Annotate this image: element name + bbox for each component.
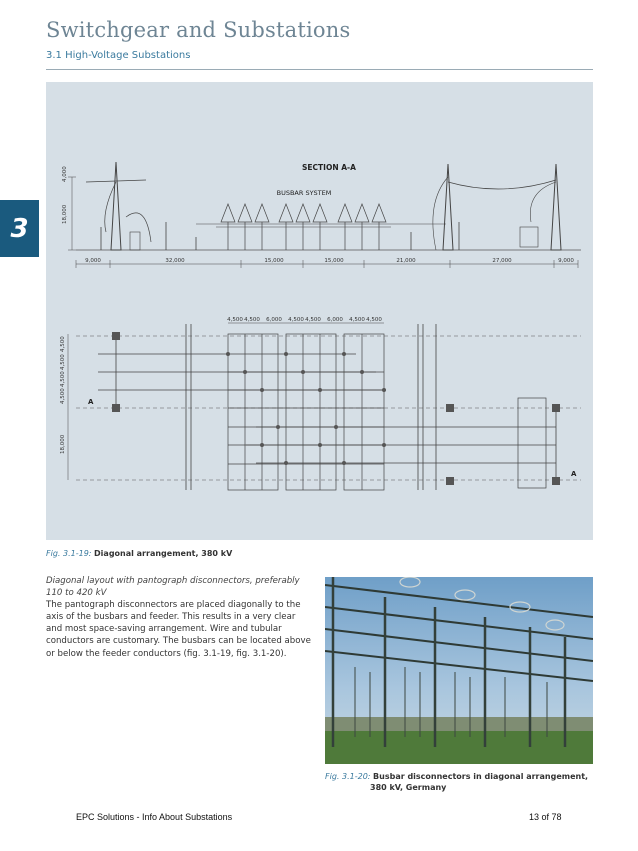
body-paragraph: The pantograph disconnectors are placed diagonally to the axis of the busbars and feeder. This results in a very clear and most space-saving arrangement. Wire and tubular conductors are customary. The busbars can be located above or below the feeder conductors (fig. 3.1-19, fig. 3.1-20). <box>46 600 311 659</box>
plan-dim-4: 4,500 <box>288 317 304 323</box>
chapter-tab: 3 <box>0 200 39 257</box>
plan-dim-7: 4,500 <box>349 317 365 323</box>
section-dim-2: 32,000 <box>165 258 185 264</box>
figure1-number: Fig. 3.1-19: <box>46 549 92 558</box>
plan-dim-3: 6,000 <box>266 317 282 323</box>
section-dim-1: 9,000 <box>85 258 101 264</box>
lead-line-2: 110 to 420 kV <box>46 588 107 599</box>
section-title: SECTION A-A <box>302 163 356 172</box>
footer-title: EPC Solutions - Info About Substations <box>76 812 233 822</box>
section-dim-4: 15,000 <box>324 258 344 264</box>
plan-side-dim-4: 4,500 <box>60 388 66 404</box>
section-dim-5: 21,000 <box>396 258 416 264</box>
section-marker-left: A <box>88 398 94 406</box>
page-number: 13 of 78 <box>529 812 562 822</box>
plan-dim-6: 6,000 <box>327 317 343 323</box>
section-dim-6: 27,000 <box>492 258 512 264</box>
plan-side-dim-1: 4,500 <box>60 336 66 352</box>
height-dim-main: 18,000 <box>62 204 68 224</box>
figure1-caption <box>46 549 232 558</box>
body-text <box>46 575 314 660</box>
lead-line-1: Diagonal layout with pantograph disconnectors, preferably <box>46 576 300 586</box>
plan-dim-2: 4,500 <box>244 317 260 323</box>
section-dim-3: 15,000 <box>264 258 284 264</box>
page-title: Switchgear and Substations <box>46 18 351 42</box>
busbar-label: BUSBAR SYSTEM <box>276 189 332 197</box>
substation-drawing <box>46 82 593 540</box>
header-divider <box>46 69 593 70</box>
figure2-text-2: 380 kV, Germany <box>370 783 447 792</box>
plan-side-dim-5: 18,000 <box>60 434 66 454</box>
figure1-text: Diagonal arrangement, 380 kV <box>94 549 233 558</box>
plan-dim-8: 4,500 <box>366 317 382 323</box>
plan-dim-5: 4,500 <box>305 317 321 323</box>
substation-photo <box>325 577 593 764</box>
section-dim-7: 9,000 <box>558 258 574 264</box>
figure2-number: Fig. 3.1-20: <box>325 772 371 781</box>
section-marker-right: A <box>571 470 577 478</box>
plan-side-dim-3: 4,500 <box>60 371 66 387</box>
figure2-text-1: Busbar disconnectors in diagonal arrangement, <box>373 772 589 781</box>
figure2-caption <box>325 771 593 793</box>
plan-dim-1: 4,500 <box>227 317 243 323</box>
height-dim-top: 4,000 <box>62 166 68 182</box>
plan-side-dim-2: 4,500 <box>60 354 66 370</box>
section-subtitle: 3.1 High-Voltage Substations <box>46 50 191 61</box>
